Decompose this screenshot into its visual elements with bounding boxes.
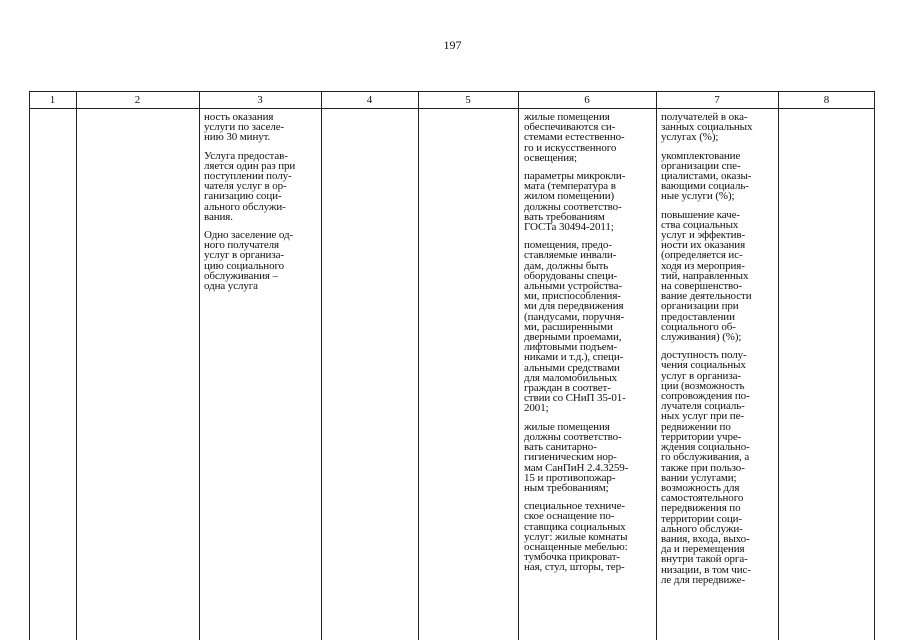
text-line: да и перемещения — [661, 543, 745, 556]
column-divider — [76, 91, 77, 640]
text-line: ных услуг при пе- — [661, 410, 744, 423]
text-line: граждан в соответ- — [524, 382, 611, 395]
text-line: ле для передвиже- — [661, 573, 746, 586]
column-divider — [656, 91, 657, 640]
text-line: го и искусственного — [524, 141, 617, 154]
text-line: ми для передвижения — [524, 300, 624, 313]
paragraph — [524, 422, 654, 493]
text-line: получателей в ока- — [661, 111, 748, 123]
text-line: услуг в организа- — [204, 249, 284, 262]
paragraph — [661, 151, 777, 202]
text-line: обслуживания – — [204, 269, 278, 282]
text-line: ции (возможность — [661, 379, 745, 392]
text-line: жилые помещения — [524, 111, 610, 123]
header-cell-2: 2 — [134, 94, 141, 106]
text-line: также при пользо- — [661, 461, 745, 474]
text-line: стемами естественно- — [524, 131, 625, 144]
text-line: дам, должны быть — [524, 259, 609, 272]
text-line: мата (температура в — [524, 180, 616, 193]
text-line: самостоятельного — [661, 492, 744, 505]
text-line: вания. — [204, 210, 233, 223]
paragraph — [524, 112, 654, 163]
text-line: (пандусами, поручня- — [524, 310, 625, 323]
text-line: услуг: жилые комнаты — [524, 530, 628, 543]
header-cell-5: 5 — [465, 94, 471, 106]
text-line: территории учре- — [661, 430, 742, 443]
text-line: нию 30 минут. — [204, 131, 271, 144]
text-line: освещения; — [524, 151, 577, 164]
text-line: ское оснащение по- — [524, 510, 615, 523]
text-line: ная, стул, шторы, тер- — [524, 561, 625, 574]
header-cell-1: 1 — [49, 94, 56, 106]
text-line: должны соответство- — [524, 200, 622, 213]
text-line: для маломобильных — [524, 371, 618, 384]
text-line: услуг в организа- — [661, 369, 741, 382]
text-line: циалистами, оказы- — [661, 170, 752, 183]
text-line: никами и т.д.), специ- — [524, 351, 624, 364]
text-line: организации при — [661, 300, 739, 313]
text-line: ность оказания — [204, 111, 274, 123]
text-line: редвижении по — [661, 420, 731, 433]
column-divider — [199, 91, 200, 640]
text-line: ствии со СНиП 35-01- — [524, 392, 626, 405]
text-line: одна услуга — [204, 280, 258, 293]
text-line: передвижения по — [661, 502, 741, 515]
column-divider — [29, 91, 30, 640]
paragraph — [661, 350, 777, 585]
text-line: цию социального — [204, 259, 285, 272]
text-line: оборудованы специ- — [524, 269, 618, 282]
text-line: тий, направленных — [661, 269, 749, 282]
paragraph — [661, 210, 777, 343]
text-line: на совершенство- — [661, 280, 743, 293]
header-cell-4: 4 — [366, 94, 373, 106]
text-line: 15 и противопожар- — [524, 471, 616, 484]
page-number: 197 — [443, 38, 462, 52]
paragraph — [524, 501, 654, 572]
header-cell-6: 6 — [584, 94, 590, 106]
text-line: ные услуги (%); — [661, 190, 735, 203]
text-line: вающими социаль- — [661, 180, 749, 193]
column-divider — [874, 91, 875, 640]
text-line: ального обслужи- — [661, 522, 743, 535]
text-line: предоставлении — [661, 310, 735, 323]
text-line: 2001; — [524, 402, 549, 415]
text-line: услуг и эффектив- — [661, 229, 746, 242]
text-line: вать санитарно- — [524, 441, 597, 454]
paragraph — [204, 151, 318, 222]
paragraph — [524, 240, 654, 413]
services-table — [29, 91, 875, 640]
text-line: тумбочка прикроват- — [524, 551, 620, 564]
text-line: вания, входа, выхо- — [661, 532, 750, 545]
text-line: жилые помещения — [524, 420, 610, 433]
text-line: ляется один раз при — [204, 159, 296, 172]
text-line: внутри такой орга- — [661, 553, 748, 566]
text-line: чения социальных — [661, 359, 746, 372]
text-line: дверными проемами, — [524, 331, 622, 344]
text-line: ходя из мероприя- — [661, 259, 745, 272]
header-cell-8: 8 — [823, 94, 830, 106]
text-line: низации, в том чис- — [661, 563, 751, 576]
text-line: сопровождения по- — [661, 390, 750, 403]
text-line: возможность для — [661, 481, 740, 494]
column-divider — [321, 91, 322, 640]
header-cell-3: 3 — [257, 94, 263, 106]
text-line: должны соответство- — [524, 430, 622, 443]
column-3-text — [204, 112, 318, 299]
text-line: специальное техниче- — [524, 500, 625, 513]
text-line: укомплектование — [661, 149, 741, 162]
text-line: ждения социально- — [661, 441, 750, 454]
text-line: ми, расширенными — [524, 320, 613, 333]
text-line: гигиеническим нор- — [524, 451, 617, 464]
text-line: доступность полу- — [661, 349, 747, 362]
text-line: ставляемые инвали- — [524, 249, 617, 262]
text-line: вании услугами; — [661, 471, 737, 484]
text-line: альными устройства- — [524, 280, 622, 293]
text-line: обеспечиваются си- — [524, 121, 616, 134]
column-divider — [518, 91, 519, 640]
text-line: социального об- — [661, 320, 736, 333]
paragraph — [204, 230, 318, 291]
text-line: услугах (%); — [661, 131, 719, 144]
text-line: ности их оказания — [661, 239, 746, 252]
header-cell-7: 7 — [714, 94, 720, 106]
text-line: ГОСТа 30494-2011; — [524, 221, 614, 234]
text-line: лучателя социаль- — [661, 400, 745, 413]
text-line: жилом помещении) — [524, 190, 615, 203]
text-line: мам СанПиН 2.4.3259- — [524, 461, 629, 474]
text-line: (определяется ис- — [661, 249, 743, 262]
text-line: ного получателя — [204, 239, 279, 252]
text-line: территории соци- — [661, 512, 742, 525]
text-line: параметры микрокли- — [524, 170, 626, 183]
text-line: ми, приспособления- — [524, 290, 621, 303]
text-line: поступлении полу- — [204, 170, 292, 183]
text-line: услуги по заселе- — [204, 121, 285, 134]
paragraph — [524, 171, 654, 232]
text-line: альными средствами — [524, 361, 620, 374]
column-divider — [778, 91, 779, 640]
text-line: помещения, предо- — [524, 239, 612, 252]
paragraph — [661, 112, 777, 143]
text-line: вать требованиям — [524, 210, 605, 223]
text-line: Услуга предостав- — [204, 149, 288, 162]
text-line: вание деятельности — [661, 290, 752, 303]
text-line: занных социальных — [661, 121, 753, 134]
text-line: го обслуживания, а — [661, 451, 750, 464]
text-line: ства социальных — [661, 218, 739, 231]
text-line: повышение каче- — [661, 208, 740, 221]
text-line: ным требованиям; — [524, 481, 609, 494]
text-line: чателя услуг в ор- — [204, 180, 287, 193]
column-7-text — [661, 112, 777, 593]
text-line: ганизацию соци- — [204, 190, 282, 203]
column-6-text — [524, 112, 654, 581]
column-divider — [418, 91, 419, 640]
text-line: служивания) (%); — [661, 331, 742, 344]
table-header-row — [29, 91, 875, 109]
paragraph — [204, 112, 318, 143]
text-line: Одно заселение од- — [204, 229, 294, 242]
text-line: ставщика социальных — [524, 520, 626, 533]
text-line: лифтовыми подъем- — [524, 341, 618, 354]
text-line: организации спе- — [661, 159, 741, 172]
text-line: оснащенные мебелью: — [524, 540, 628, 553]
text-line: ального обслужи- — [204, 200, 286, 213]
